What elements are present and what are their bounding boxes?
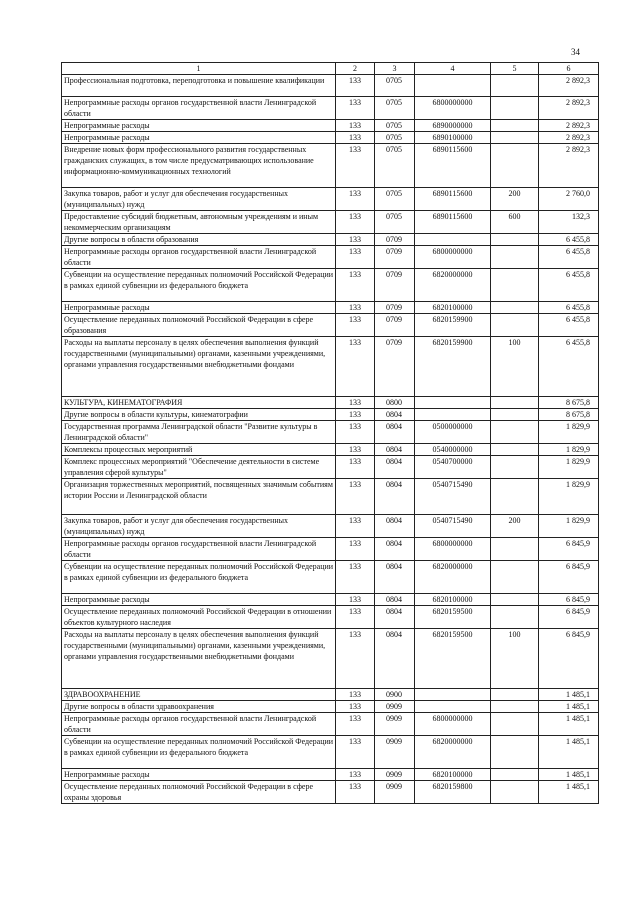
row-target-cell: 0540000000 [415, 444, 491, 456]
row-amount-cell: 1 829,9 [539, 515, 599, 538]
table-row [62, 456, 599, 479]
row-type-cell [491, 97, 539, 120]
row-grbs-cell: 133 [336, 409, 375, 421]
row-section-cell: 0909 [375, 781, 415, 804]
row-target-cell: 6800000000 [415, 713, 491, 736]
row-grbs-cell: 133 [336, 337, 375, 397]
row-amount-cell: 2 892,3 [539, 144, 599, 188]
row-name-cell: Другие вопросы в области образования [62, 234, 336, 246]
row-target-cell [415, 75, 491, 97]
row-grbs-cell: 133 [336, 97, 375, 120]
table-row [62, 302, 599, 314]
row-amount-cell: 6 455,8 [539, 302, 599, 314]
header-cell-5: 5 [491, 63, 539, 75]
row-amount-cell: 6 845,9 [539, 538, 599, 561]
table-row [62, 337, 599, 397]
row-name-cell: Комплекс процессных мероприятий "Обеспечение деятельности в системе управления сферой культуры" [62, 456, 336, 479]
row-section-cell: 0800 [375, 397, 415, 409]
table-row [62, 606, 599, 629]
row-grbs-cell: 133 [336, 120, 375, 132]
row-name-cell: Непрограммные расходы органов государственной власти Ленинградской области [62, 97, 336, 120]
table-row [62, 781, 599, 804]
row-type-cell [491, 409, 539, 421]
row-grbs-cell: 133 [336, 781, 375, 804]
row-type-cell [491, 561, 539, 594]
row-section-cell: 0705 [375, 75, 415, 97]
row-grbs-cell: 133 [336, 246, 375, 269]
row-name-cell: Другие вопросы в области культуры, кинематографии [62, 409, 336, 421]
row-section-cell: 0709 [375, 302, 415, 314]
row-type-cell [491, 594, 539, 606]
row-target-cell: 6890115600 [415, 144, 491, 188]
row-target-cell: 6820159500 [415, 606, 491, 629]
row-type-cell [491, 701, 539, 713]
row-grbs-cell: 133 [336, 444, 375, 456]
row-name-cell: Внедрение новых форм профессионального развития государственных гражданских служащих, в том числе предусматривающих использование информационно-коммуникационных технологий [62, 144, 336, 188]
row-grbs-cell: 133 [336, 769, 375, 781]
row-grbs-cell: 133 [336, 561, 375, 594]
row-name-cell: Непрограммные расходы [62, 769, 336, 781]
row-target-cell: 6800000000 [415, 246, 491, 269]
row-section-cell: 0804 [375, 421, 415, 444]
row-type-cell: 600 [491, 211, 539, 234]
row-name-cell: Другие вопросы в области здравоохранения [62, 701, 336, 713]
row-section-cell: 0709 [375, 269, 415, 302]
row-grbs-cell: 133 [336, 701, 375, 713]
row-name-cell: Субвенции на осуществление переданных полномочий Российской Федерации в рамках единой субвенции из федерального бюджета [62, 561, 336, 594]
row-target-cell: 6820100000 [415, 302, 491, 314]
row-target-cell: 6820159900 [415, 337, 491, 397]
table-row [62, 713, 599, 736]
row-amount-cell: 6 845,9 [539, 594, 599, 606]
row-name-cell: Комплексы процессных мероприятий [62, 444, 336, 456]
row-name-cell: Закупка товаров, работ и услуг для обеспечения государственных (муниципальных) нужд [62, 188, 336, 211]
row-section-cell: 0804 [375, 561, 415, 594]
row-grbs-cell: 133 [336, 421, 375, 444]
row-type-cell: 100 [491, 629, 539, 689]
row-section-cell: 0804 [375, 479, 415, 515]
row-grbs-cell: 133 [336, 397, 375, 409]
row-type-cell [491, 606, 539, 629]
row-target-cell: 6800000000 [415, 538, 491, 561]
row-name-cell: Субвенции на осуществление переданных полномочий Российской Федерации в рамках единой субвенции из федерального бюджета [62, 736, 336, 769]
row-section-cell: 0909 [375, 713, 415, 736]
row-section-cell: 0705 [375, 97, 415, 120]
row-type-cell [491, 120, 539, 132]
row-name-cell: ЗДРАВООХРАНЕНИЕ [62, 689, 336, 701]
table-header-row [62, 63, 599, 75]
row-section-cell: 0804 [375, 629, 415, 689]
row-amount-cell: 1 829,9 [539, 479, 599, 515]
row-type-cell [491, 75, 539, 97]
row-name-cell: Непрограммные расходы [62, 594, 336, 606]
page-number: 34 [571, 47, 580, 57]
row-amount-cell: 1 829,9 [539, 456, 599, 479]
row-grbs-cell: 133 [336, 689, 375, 701]
row-target-cell: 6820000000 [415, 736, 491, 769]
row-type-cell [491, 444, 539, 456]
row-name-cell: Субвенции на осуществление переданных полномочий Российской Федерации в рамках единой субвенции из федерального бюджета [62, 269, 336, 302]
row-name-cell: Непрограммные расходы органов государственной власти Ленинградской области [62, 713, 336, 736]
row-target-cell: 6820159900 [415, 314, 491, 337]
row-name-cell: Расходы на выплаты персоналу в целях обеспечения выполнения функций государственными (муниципальными) органами, казенными учреждениями, органами управления государственными внебюджетными фондами [62, 337, 336, 397]
row-target-cell: 6890115600 [415, 211, 491, 234]
row-section-cell: 0804 [375, 409, 415, 421]
row-section-cell: 0900 [375, 689, 415, 701]
row-name-cell: Непрограммные расходы [62, 120, 336, 132]
row-section-cell: 0909 [375, 769, 415, 781]
row-section-cell: 0705 [375, 120, 415, 132]
table-row [62, 314, 599, 337]
table-row [62, 629, 599, 689]
row-name-cell: Предоставление субсидий бюджетным, автономным учреждениям и иным некоммерческим организациям [62, 211, 336, 234]
table-row [62, 144, 599, 188]
row-target-cell [415, 701, 491, 713]
row-amount-cell: 132,3 [539, 211, 599, 234]
row-name-cell: Профессиональная подготовка, переподготовка и повышение квалификации [62, 75, 336, 97]
row-name-cell: Осуществление переданных полномочий Российской Федерации в сфере образования [62, 314, 336, 337]
row-amount-cell: 2 892,3 [539, 120, 599, 132]
row-amount-cell: 6 455,8 [539, 269, 599, 302]
row-amount-cell: 1 485,1 [539, 689, 599, 701]
row-grbs-cell: 133 [336, 594, 375, 606]
row-amount-cell: 1 829,9 [539, 444, 599, 456]
row-target-cell: 6890000000 [415, 120, 491, 132]
table-row [62, 736, 599, 769]
row-section-cell: 0804 [375, 538, 415, 561]
row-amount-cell: 8 675,8 [539, 409, 599, 421]
row-grbs-cell: 133 [336, 314, 375, 337]
row-name-cell: Непрограммные расходы органов государственной власти Ленинградской области [62, 246, 336, 269]
row-section-cell: 0709 [375, 314, 415, 337]
row-type-cell [491, 234, 539, 246]
row-section-cell: 0705 [375, 144, 415, 188]
row-type-cell: 200 [491, 188, 539, 211]
row-grbs-cell: 133 [336, 736, 375, 769]
header-cell-1: 1 [62, 63, 336, 75]
row-amount-cell: 1 485,1 [539, 769, 599, 781]
row-amount-cell: 6 455,8 [539, 246, 599, 269]
row-section-cell: 0804 [375, 594, 415, 606]
row-type-cell [491, 421, 539, 444]
table-row [62, 132, 599, 144]
header-cell-6: 6 [539, 63, 599, 75]
row-target-cell: 6820100000 [415, 594, 491, 606]
row-target-cell [415, 689, 491, 701]
table-row [62, 538, 599, 561]
row-amount-cell: 6 455,8 [539, 337, 599, 397]
row-grbs-cell: 133 [336, 188, 375, 211]
row-section-cell: 0804 [375, 515, 415, 538]
row-type-cell [491, 144, 539, 188]
row-amount-cell: 2 760,0 [539, 188, 599, 211]
row-type-cell [491, 132, 539, 144]
row-name-cell: Осуществление переданных полномочий Российской Федерации в отношении объектов культурного наследия [62, 606, 336, 629]
row-section-cell: 0705 [375, 188, 415, 211]
row-section-cell: 0709 [375, 246, 415, 269]
table-row [62, 211, 599, 234]
row-section-cell: 0705 [375, 132, 415, 144]
row-section-cell: 0709 [375, 234, 415, 246]
table-row [62, 75, 599, 97]
row-amount-cell: 2 892,3 [539, 75, 599, 97]
row-name-cell: Организация торжественных мероприятий, посвященных значимым событиям истории России и Ленинградской области [62, 479, 336, 515]
row-target-cell: 6820100000 [415, 769, 491, 781]
table-row [62, 269, 599, 302]
table-row [62, 689, 599, 701]
row-type-cell: 100 [491, 337, 539, 397]
row-name-cell: Осуществление переданных полномочий Российской Федерации в сфере охраны здоровья [62, 781, 336, 804]
row-target-cell: 0540700000 [415, 456, 491, 479]
table-row [62, 701, 599, 713]
row-grbs-cell: 133 [336, 538, 375, 561]
row-grbs-cell: 133 [336, 234, 375, 246]
row-type-cell [491, 314, 539, 337]
row-section-cell: 0804 [375, 444, 415, 456]
header-cell-3: 3 [375, 63, 415, 75]
row-target-cell: 0540715490 [415, 479, 491, 515]
table-row [62, 409, 599, 421]
table-row [62, 769, 599, 781]
budget-table [61, 62, 599, 804]
row-amount-cell: 6 845,9 [539, 606, 599, 629]
table-row [62, 444, 599, 456]
row-name-cell: Государственная программа Ленинградской области "Развитие культуры в Ленинградской области" [62, 421, 336, 444]
row-target-cell [415, 397, 491, 409]
row-amount-cell: 6 455,8 [539, 314, 599, 337]
budget-table-body [62, 63, 599, 804]
row-grbs-cell: 133 [336, 302, 375, 314]
table-row [62, 421, 599, 444]
row-amount-cell: 6 845,9 [539, 561, 599, 594]
row-type-cell [491, 769, 539, 781]
row-amount-cell: 1 485,1 [539, 713, 599, 736]
row-target-cell: 6820159800 [415, 781, 491, 804]
table-row [62, 397, 599, 409]
table-row [62, 479, 599, 515]
row-grbs-cell: 133 [336, 479, 375, 515]
row-target-cell: 6890100000 [415, 132, 491, 144]
row-section-cell: 0909 [375, 736, 415, 769]
row-amount-cell: 8 675,8 [539, 397, 599, 409]
row-grbs-cell: 133 [336, 515, 375, 538]
row-grbs-cell: 133 [336, 269, 375, 302]
row-grbs-cell: 133 [336, 211, 375, 234]
table-row [62, 246, 599, 269]
row-grbs-cell: 133 [336, 629, 375, 689]
row-grbs-cell: 133 [336, 144, 375, 188]
row-section-cell: 0705 [375, 211, 415, 234]
row-name-cell: КУЛЬТУРА, КИНЕМАТОГРАФИЯ [62, 397, 336, 409]
row-name-cell: Непрограммные расходы [62, 302, 336, 314]
row-type-cell [491, 781, 539, 804]
row-amount-cell: 1 829,9 [539, 421, 599, 444]
row-amount-cell: 2 892,3 [539, 97, 599, 120]
row-section-cell: 0804 [375, 456, 415, 479]
row-amount-cell: 6 845,9 [539, 629, 599, 689]
header-cell-4: 4 [415, 63, 491, 75]
table-row [62, 515, 599, 538]
row-name-cell: Непрограммные расходы органов государственной власти Ленинградской области [62, 538, 336, 561]
row-type-cell [491, 397, 539, 409]
row-amount-cell: 1 485,1 [539, 781, 599, 804]
row-section-cell: 0909 [375, 701, 415, 713]
row-target-cell [415, 409, 491, 421]
row-name-cell: Закупка товаров, работ и услуг для обеспечения государственных (муниципальных) нужд [62, 515, 336, 538]
table-row [62, 97, 599, 120]
row-target-cell: 0540715490 [415, 515, 491, 538]
row-section-cell: 0804 [375, 606, 415, 629]
row-type-cell [491, 538, 539, 561]
row-type-cell [491, 246, 539, 269]
row-target-cell: 0500000000 [415, 421, 491, 444]
row-target-cell [415, 234, 491, 246]
row-grbs-cell: 133 [336, 456, 375, 479]
row-amount-cell: 6 455,8 [539, 234, 599, 246]
row-target-cell: 6800000000 [415, 97, 491, 120]
row-grbs-cell: 133 [336, 75, 375, 97]
row-grbs-cell: 133 [336, 606, 375, 629]
table-row [62, 120, 599, 132]
row-type-cell [491, 713, 539, 736]
row-amount-cell: 2 892,3 [539, 132, 599, 144]
row-section-cell: 0709 [375, 337, 415, 397]
row-target-cell: 6820000000 [415, 269, 491, 302]
table-row [62, 594, 599, 606]
row-amount-cell: 1 485,1 [539, 701, 599, 713]
row-grbs-cell: 133 [336, 713, 375, 736]
row-type-cell: 200 [491, 515, 539, 538]
row-type-cell [491, 689, 539, 701]
header-cell-2: 2 [336, 63, 375, 75]
row-grbs-cell: 133 [336, 132, 375, 144]
row-name-cell: Непрограммные расходы [62, 132, 336, 144]
row-target-cell: 6820159500 [415, 629, 491, 689]
table-row [62, 188, 599, 211]
row-type-cell [491, 479, 539, 515]
row-name-cell: Расходы на выплаты персоналу в целях обеспечения выполнения функций государственными (муниципальными) органами, казенными учреждениями, органами управления государственными внебюджетными фондами [62, 629, 336, 689]
row-type-cell [491, 736, 539, 769]
row-type-cell [491, 302, 539, 314]
row-type-cell [491, 269, 539, 302]
row-target-cell: 6890115600 [415, 188, 491, 211]
row-type-cell [491, 456, 539, 479]
table-row [62, 561, 599, 594]
row-target-cell: 6820000000 [415, 561, 491, 594]
row-amount-cell: 1 485,1 [539, 736, 599, 769]
table-row [62, 234, 599, 246]
